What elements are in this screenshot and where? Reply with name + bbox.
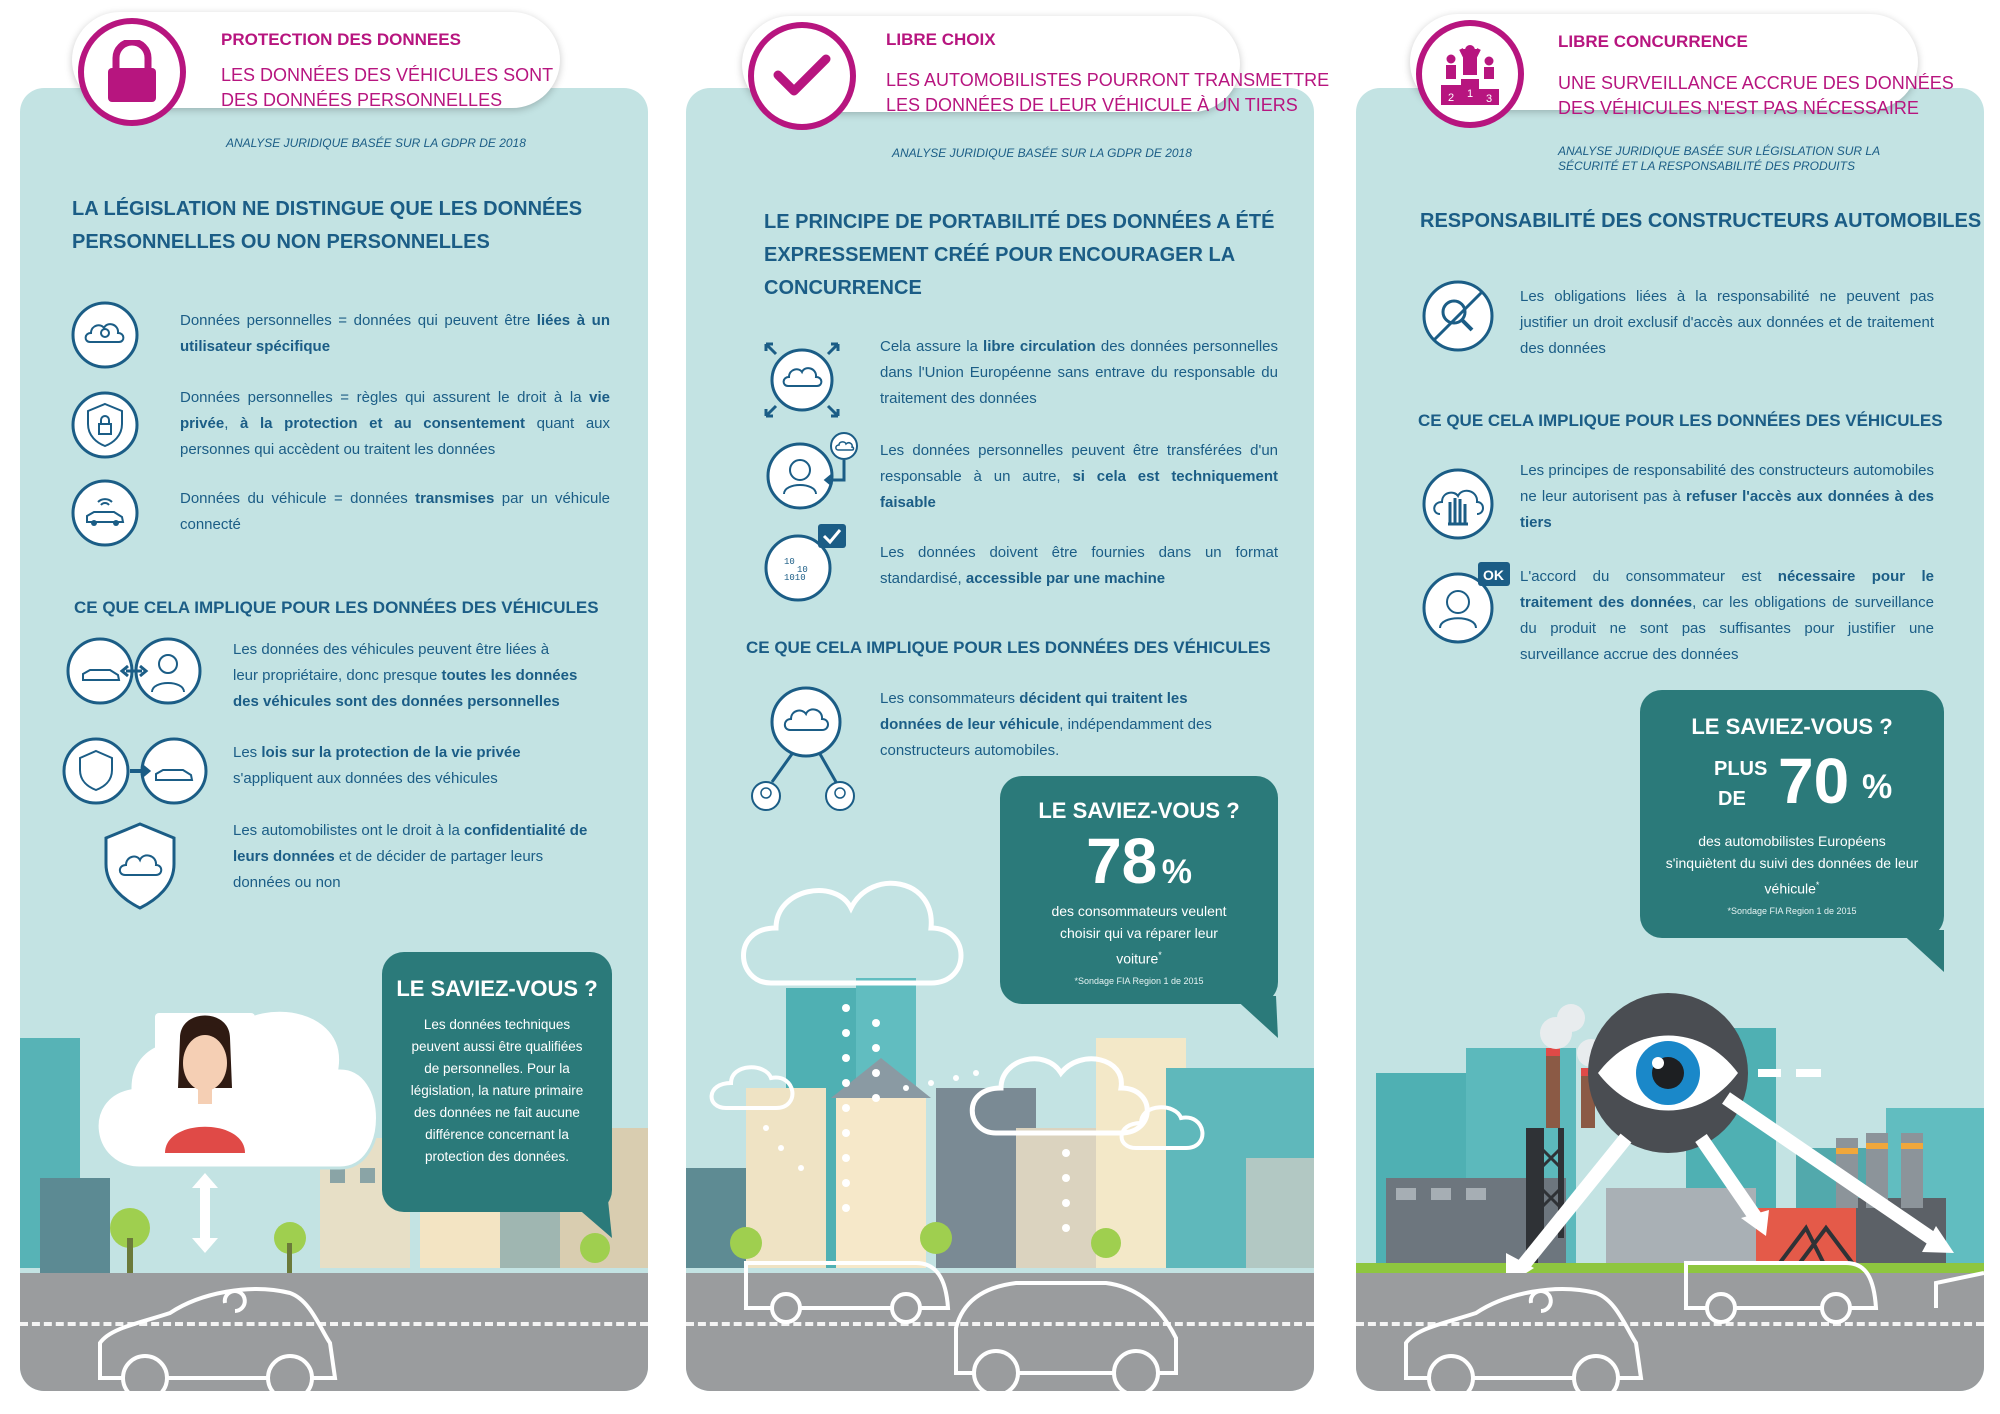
item-text-2: Les données personnelles peuvent être transférées d'un responsable à un autre, si cela est techniquement faisable (880, 442, 1278, 511)
header-title-line1: LES AUTOMOBILISTES POURRONT TRANSMETTRE (886, 70, 1330, 90)
bubble-title: LE SAVIEZ-VOUS ? (396, 976, 598, 1001)
connected-car-icon (70, 478, 140, 548)
shield-cloud-icon (100, 820, 180, 912)
podium-rank-2: 2 (1448, 92, 1455, 104)
section-title (764, 206, 1274, 305)
implication-text-3: Les automobilistes ont le droit à la confidentialité de leurs données et de décider de partager leurs données ou non (233, 822, 588, 891)
header-subtitle-line1: ANALYSE JURIDIQUE BASÉE SUR LÉGISLATION SUR LA (1558, 144, 1881, 158)
person-ok-icon (1420, 560, 1512, 646)
stat-plus: PLUS (1714, 758, 1768, 780)
header-subtitle: ANALYSE JURIDIQUE BASÉE SUR LA GDPR DE 2018 (892, 146, 1192, 160)
section-title (72, 193, 582, 259)
bubble-tail (1898, 930, 1948, 974)
bubble-tail (1232, 996, 1282, 1040)
item-text-2: Données personnelles = règles qui assurent le droit à la vie privée, à la protection et au consentement quant aux personnes qui accèdent ou traitent les données (180, 389, 610, 458)
did-you-know-bubble (1640, 690, 1944, 938)
item-text-1: Les principes de responsabilité des constructeurs automobiles ne leur autorisent pas à refuser l'accès aux données à des tiers (1520, 462, 1935, 531)
ok-badge-text: OK (1483, 567, 1504, 583)
bubble-title: LE SAVIEZ-VOUS ? (1691, 714, 1893, 739)
podium-rank-3: 3 (1486, 93, 1493, 105)
header-title-line2: DES DONNÉES PERSONNELLES (221, 90, 503, 110)
implication-text-1: Les données des véhicules peuvent être liées à leur propriétaire, donc presque toutes les données des véhicules sont des données personnelles (233, 641, 578, 710)
header-title-line2: LES DONNÉES DE LEUR VÉHICULE À UN TIERS (886, 95, 1298, 115)
header-title (221, 63, 553, 113)
header-subtitle-line2: SÉCURITÉ ET LA RESPONSABILITÉ DES PRODUITS (1558, 159, 1855, 173)
bubble-text: des automobilistes Européens s'inquiètent du suivi des données de leur véhicule* (1665, 833, 1919, 897)
header-title-line2: DES VÉHICULES N'EST PAS NÉCESSAIRE (1558, 98, 1919, 118)
cloud-arrows-icon (762, 340, 842, 420)
header-title (886, 68, 1329, 118)
stat-de: DE (1718, 788, 1746, 810)
responsibility-text: Les obligations liées à la responsabilité ne peuvent pas justifier un droit exclusif d'accès aux données et de traitement des données (1520, 288, 1934, 357)
did-you-know-bubble (382, 952, 612, 1212)
podium-icon (1437, 41, 1503, 107)
binary-data-icon (762, 522, 848, 602)
section-title-line1: LE PRINCIPE DE PORTABILITÉ DES DONNÉES A ÉTÉ (764, 211, 1275, 233)
bubble-title: LE SAVIEZ-VOUS ? (1038, 798, 1240, 823)
cloud-hand-stop-icon (1420, 466, 1496, 542)
no-search-icon (1420, 278, 1496, 354)
item-text-3: Les données doivent être fournies dans un format standardisé, accessible par une machine (880, 544, 1278, 587)
item-text-1: Cela assure la libre circulation des données personnelles dans l'Union Européenne sans entrave du responsable du traitement des données (880, 338, 1278, 407)
implications-title: CE QUE CELA IMPLIQUE POUR LES DONNÉES DES VÉHICULES (1418, 411, 1943, 430)
header-title-line1: UNE SURVEILLANCE ACCRUE DES DONNÉES (1558, 73, 1954, 93)
section-title: RESPONSABILITÉ DES CONSTRUCTEURS AUTOMOBILES (1420, 210, 1982, 232)
lock-icon (102, 40, 162, 104)
did-you-know-bubble (1000, 776, 1278, 1004)
implication-text: Les consommateurs décident qui traitent les données de leur véhicule, indépendamment des constructeurs automobiles. (880, 690, 1212, 759)
bubble-text: Les données techniques peuvent aussi être qualifiées de personnelles. Pour la législation, la nature primaire des données ne fait aucune différence concernant la protection des données. (410, 1017, 584, 1164)
header-title (1558, 71, 1954, 121)
item-text-1: Données personnelles = données qui peuvent être liées à un utilisateur spécifique (180, 312, 610, 355)
podium-rank-1: 1 (1467, 88, 1474, 100)
item-text-3: Données du véhicule = données transmises par un véhicule connecté (180, 490, 610, 533)
header-check-badge (748, 22, 856, 130)
checkmark-icon (772, 51, 832, 101)
header-lock-badge (78, 18, 186, 126)
section-title-line2: PERSONNELLES OU NON PERSONNELLES (72, 231, 490, 253)
category-label: PROTECTION DES DONNEES (221, 30, 461, 49)
stat-number: 70 (1778, 745, 1850, 817)
stat-unit: % (1862, 768, 1893, 806)
svg-text:1010: 1010 (784, 573, 806, 583)
section-title-line2: EXPRESSEMENT CRÉÉ POUR ENCOURAGER LA (764, 244, 1236, 266)
stat-number: 78 (1086, 825, 1158, 897)
bubble-tail (568, 1200, 618, 1240)
stat-unit: % (1161, 853, 1192, 891)
category-label: LIBRE CONCURRENCE (1558, 32, 1748, 51)
implications-title: CE QUE CELA IMPLIQUE POUR LES DONNÉES DES VÉHICULES (746, 638, 1271, 657)
header-subtitle: ANALYSE JURIDIQUE BASÉE SUR LA GDPR DE 2018 (226, 136, 526, 150)
implications-title: CE QUE CELA IMPLIQUE POUR LES DONNÉES DES VÉHICULES (74, 598, 599, 617)
implication-text-2: Les lois sur la protection de la vie privée s'appliquent aux données des véhicules (233, 744, 521, 787)
car-to-person-icon (66, 636, 202, 706)
bubble-source: *Sondage FIA Region 1 de 2015 (1727, 905, 1857, 916)
category-label: LIBRE CHOIX (886, 30, 996, 49)
svg-text:10: 10 (797, 565, 808, 575)
item-text-2: L'accord du consommateur est nécessaire pour le traitement des données, car les obligations de surveillance du produit ne sont pas suffisantes pour justifier une surveillance accrue des données (1520, 568, 1934, 663)
shield-to-car-icon (62, 736, 208, 806)
bubble-text: des consommateurs veulent choisir qui va réparer leur voiture* (1051, 903, 1227, 967)
cloud-choice-icon (748, 684, 856, 816)
section-title-line1: LA LÉGISLATION NE DISTINGUE QUE LES DONNÉES (72, 198, 583, 220)
shield-lock-icon (70, 390, 140, 460)
bubble-source: *Sondage FIA Region 1 de 2015 (1074, 975, 1204, 986)
cloud-user-icon (70, 300, 140, 370)
header-subtitle (1558, 144, 1880, 174)
section-title-line3: CONCURRENCE (764, 277, 922, 299)
svg-text:10: 10 (784, 557, 795, 567)
person-transfer-icon (762, 432, 858, 512)
header-title-line1: LES DONNÉES DES VÉHICULES SONT (221, 65, 554, 85)
header-podium-badge (1416, 20, 1524, 128)
